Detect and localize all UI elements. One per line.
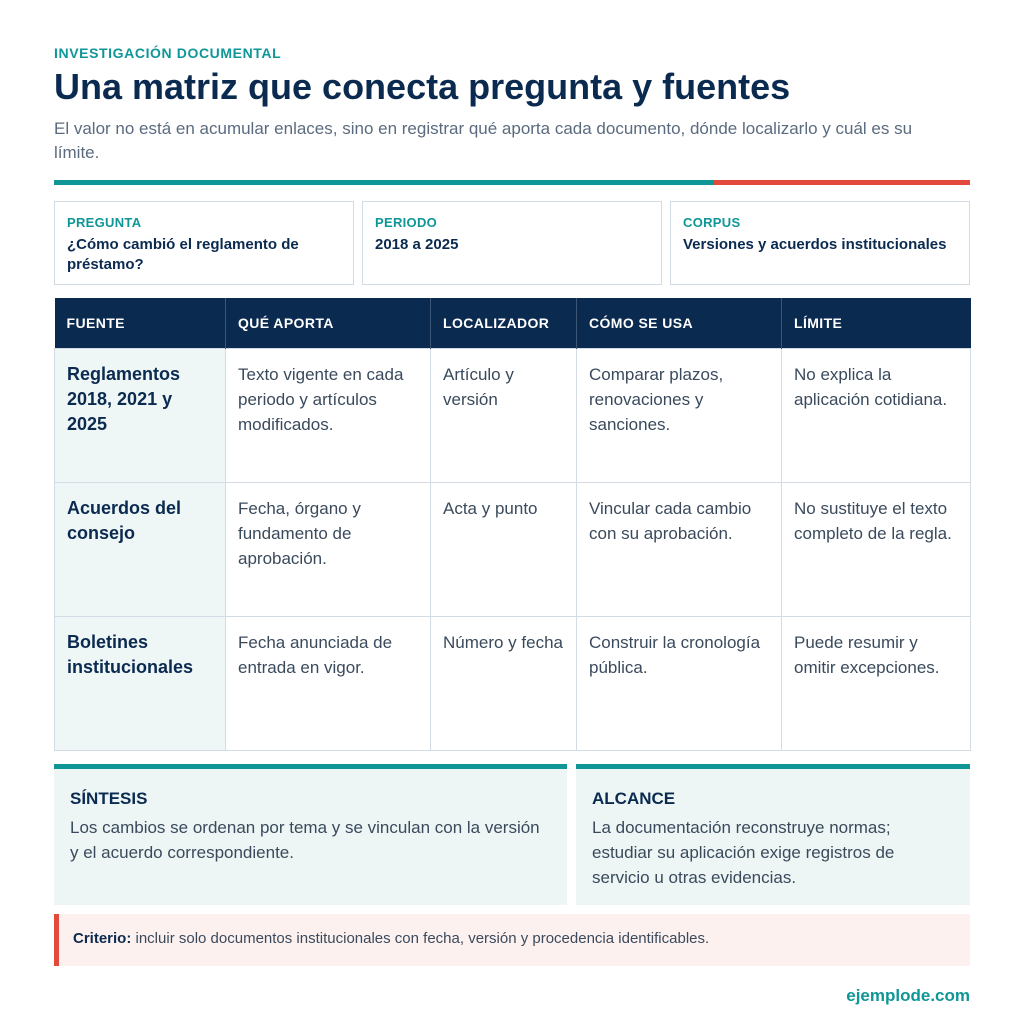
criterion-label: Criterio: <box>73 930 132 947</box>
cell-usage: Construir la cronología pública. <box>577 617 782 751</box>
cell-limit: No explica la aplicación cotidiana. <box>782 349 971 483</box>
table-row <box>55 349 971 483</box>
cell-locator: Artículo y versión <box>431 349 577 483</box>
eyebrow: INVESTIGACIÓN DOCUMENTAL <box>54 45 282 61</box>
card-value: Versiones y acuerdos institucionales <box>683 236 947 253</box>
scope-panel <box>576 764 970 905</box>
card-periodo <box>362 201 662 285</box>
criterion-text: incluir solo documentos institucionales con fecha, versión y procedencia identificables. <box>131 930 710 947</box>
cell-contribution: Texto vigente en cada periodo y artículos modificados. <box>226 349 431 483</box>
synthesis-text: Los cambios se ordenan por tema y se vinculan con la versión y el acuerdo correspondiente. <box>70 818 540 862</box>
table-row <box>55 617 971 751</box>
cell-usage: Comparar plazos, renovaciones y sanciones. <box>577 349 782 483</box>
scope-title: ALCANCE <box>592 789 676 808</box>
card-pregunta <box>54 201 354 285</box>
card-label: PERIODO <box>375 215 438 230</box>
source-matrix-table <box>54 298 971 751</box>
criterion-note <box>54 914 970 966</box>
column-header-como-se-usa: CÓMO SE USA <box>577 298 782 349</box>
cell-source: Reglamentos 2018, 2021 y 2025 <box>55 349 226 483</box>
card-label: CORPUS <box>683 215 741 230</box>
synthesis-panel <box>54 764 567 905</box>
column-header-limite: LÍMITE <box>782 298 971 349</box>
cell-locator: Acta y punto <box>431 483 577 617</box>
card-corpus <box>670 201 970 285</box>
cell-contribution: Fecha anunciada de entrada en vigor. <box>226 617 431 751</box>
cell-contribution: Fecha, órgano y fundamento de aprobación. <box>226 483 431 617</box>
column-header-que-aporta: QUÉ APORTA <box>226 298 431 349</box>
card-value: ¿Cómo cambió el reglamento de préstamo? <box>67 236 299 273</box>
page-title: Una matriz que conecta pregunta y fuentes <box>54 66 791 107</box>
divider <box>54 180 970 185</box>
cell-limit: No sustituye el texto completo de la regla. <box>782 483 971 617</box>
card-label: PREGUNTA <box>67 215 142 230</box>
info-cards <box>54 201 970 287</box>
cell-usage: Vincular cada cambio con su aprobación. <box>577 483 782 617</box>
scope-text: La documentación reconstruye normas; estudiar su aplicación exige registros de servicio u otras evidencias. <box>592 818 895 887</box>
table-header-row <box>55 298 971 349</box>
cell-locator: Número y fecha <box>431 617 577 751</box>
page-subtitle: El valor no está en acumular enlaces, sino en registrar qué aporta cada documento, dónde localizarlo y cuál es su límite. <box>54 119 913 162</box>
cell-limit: Puede resumir y omitir excepciones. <box>782 617 971 751</box>
synthesis-title: SÍNTESIS <box>70 789 148 808</box>
column-header-fuente: FUENTE <box>55 298 226 349</box>
cell-source: Boletines institucionales <box>55 617 226 751</box>
card-value: 2018 a 2025 <box>375 236 459 253</box>
column-header-localizador: LOCALIZADOR <box>431 298 577 349</box>
brand-link[interactable]: ejemplode.com <box>846 986 970 1005</box>
cell-source: Acuerdos del consejo <box>55 483 226 617</box>
table-row <box>55 483 971 617</box>
